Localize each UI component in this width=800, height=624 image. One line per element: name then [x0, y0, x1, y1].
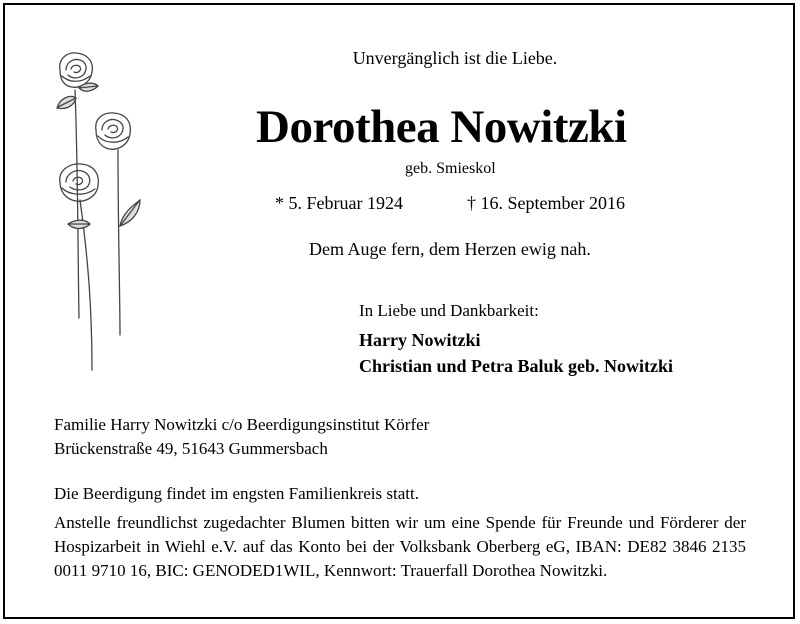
donation-note: Anstelle freundlichst zugedachter Blumen bitten wir um eine Spende für Freunde und Förderer der Hospizarbeit in Wiehl e.V. auf das Konto bei der Volksbank Oberberg eG, IBAN: DE82 3846 2135 0011 9710 16, BIC: GENODED1WIL, Kennwort: Trauerfall Dorothea Nowitzki. — [54, 513, 746, 580]
roses-illustration — [48, 48, 158, 372]
contact-address-line: Familie Harry Nowitzki c/o Beerdigungsinstitut Körfer — [54, 415, 430, 434]
death-date: † 16. September 2016 — [467, 193, 625, 213]
deceased-name: Dorothea Nowitzki — [256, 101, 627, 153]
motto: Unvergänglich ist die Liebe. — [352, 48, 558, 68]
mourner-name: Harry Nowitzki — [359, 330, 481, 350]
birth-date: * 5. Februar 1924 — [275, 193, 403, 213]
leaf-icon — [79, 83, 98, 91]
mourner-name: Christian und Petra Baluk geb. Nowitzki — [359, 356, 674, 376]
mourners-intro: In Liebe und Dankbarkeit: — [359, 301, 539, 320]
contact-address-line: Brückenstraße 49, 51643 Gummersbach — [54, 439, 328, 458]
rose-flower-icon — [96, 113, 131, 149]
rose-flower-icon — [60, 164, 99, 201]
memorial-verse: Dem Auge fern, dem Herzen ewig nah. — [309, 239, 591, 259]
birth-name: geb. Smieskol — [405, 160, 496, 177]
leaf-icon — [57, 96, 76, 108]
funeral-note: Die Beerdigung findet im engsten Familienkreis statt. — [54, 484, 419, 503]
leaf-icon — [120, 200, 140, 226]
leaf-icon — [68, 220, 90, 228]
